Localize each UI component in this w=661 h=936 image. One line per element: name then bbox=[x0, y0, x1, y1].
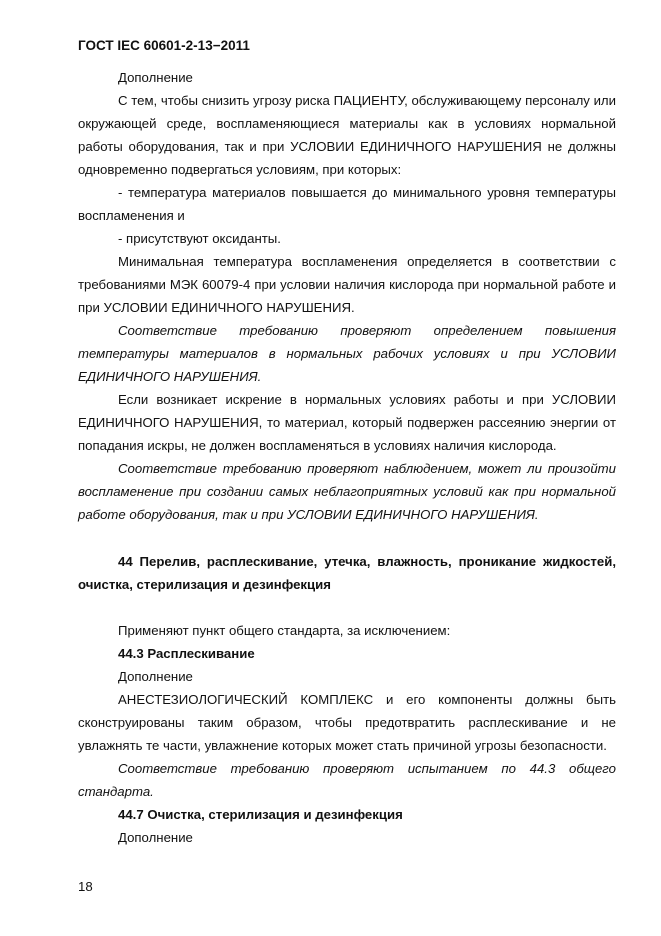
paragraph-addition: Дополнение bbox=[118, 70, 193, 85]
list-item-oxidants: - присутствуют оксиданты. bbox=[118, 231, 281, 246]
paragraph-compliance-check-3: Соответствие требованию проверяют испытанием по 44.3 общего стандарта. bbox=[78, 761, 616, 799]
document-header: ГОСТ IEC 60601-2-13−2011 bbox=[78, 38, 250, 53]
paragraph-risk-reduction: С тем, чтобы снизить угрозу риска ПАЦИЕНТУ, обслуживающему персоналу или окружающей среде, воспламеняющиеся материалы как в условиях нормальной работы оборудования, так и при УСЛОВИИ ЕДИНИЧНОГО НАРУШЕНИЯ не должны одновременно подвергаться условиям, при которых: bbox=[78, 93, 616, 177]
paragraph-anesthesia-complex: АНЕСТЕЗИОЛОГИЧЕСКИЙ КОМПЛЕКС и его компоненты должны быть сконструированы таким образом, чтобы предотвратить расплескивание и не увлажнять те части, увлажнение которых может стать причиной угрозы безопасности. bbox=[78, 692, 616, 753]
paragraph-compliance-check-1: Соответствие требованию проверяют определением повышения температуры материалов в нормальных рабочих условиях и при УСЛОВИИ ЕДИНИЧНОГО НАРУШЕНИЯ. bbox=[78, 323, 616, 384]
section-44-title: 44 Перелив, расплескивание, утечка, влажность, проникание жидкостей, очистка, стерилизация и дезинфекция bbox=[78, 554, 616, 592]
paragraph-sparking: Если возникает искрение в нормальных условиях работы и при УСЛОВИИ ЕДИНИЧНОГО НАРУШЕНИЯ, то материал, который подвержен рассеянию энергии от попадания искры, не должен воспламеняться в условиях наличия кислорода. bbox=[78, 392, 616, 453]
subsection-44-7-title: 44.7 Очистка, стерилизация и дезинфекция bbox=[118, 807, 403, 822]
paragraph-min-ignition-temp: Минимальная температура воспламенения определяется в соответствии с требованиями МЭК 60079-4 при условии наличия кислорода при нормальной работе и при УСЛОВИИ ЕДИНИЧНОГО НАРУШЕНИЯ. bbox=[78, 254, 616, 315]
paragraph-addition-3: Дополнение bbox=[118, 830, 193, 845]
document-body bbox=[78, 66, 616, 849]
page-number: 18 bbox=[78, 879, 93, 894]
paragraph-addition-2: Дополнение bbox=[118, 669, 193, 684]
paragraph-general-standard: Применяют пункт общего стандарта, за исключением: bbox=[118, 623, 451, 638]
list-item-temperature: - температура материалов повышается до минимального уровня температуры воспламенения и bbox=[78, 185, 616, 223]
subsection-44-3-title: 44.3 Расплескивание bbox=[118, 646, 255, 661]
paragraph-compliance-check-2: Соответствие требованию проверяют наблюдением, может ли произойти воспламенение при создании самых неблагоприятных условий как при нормальной работе оборудования, так и при УСЛОВИИ ЕДИНИЧНОГО НАРУШЕНИЯ. bbox=[78, 461, 616, 522]
